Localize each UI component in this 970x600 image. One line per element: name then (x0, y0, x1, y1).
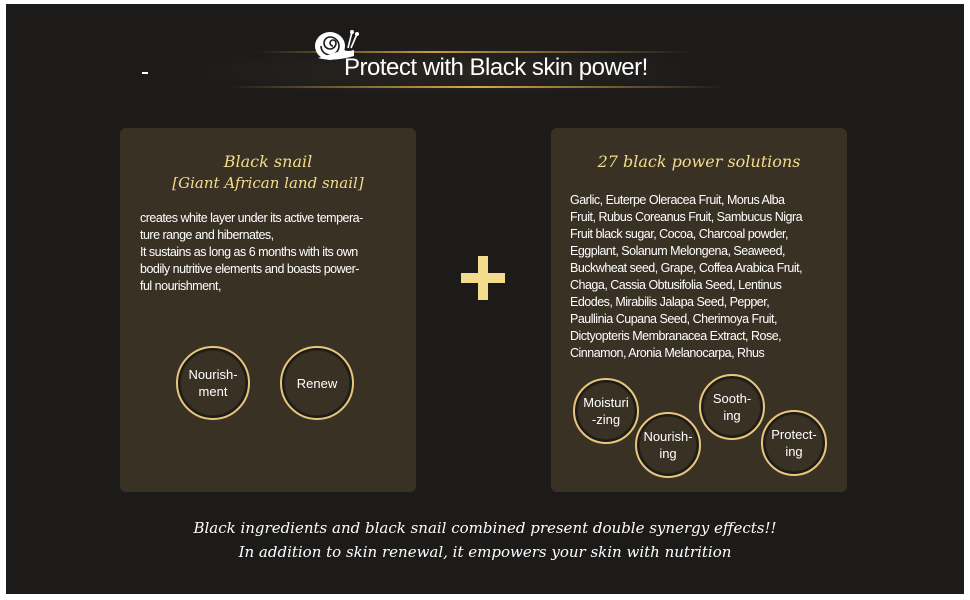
banner-line-bottom (226, 86, 726, 88)
badge-label: Renew (296, 375, 338, 391)
badge-label: ing (659, 446, 677, 461)
ingredient-line: Fruit, Rubus Coreanus Fruit, Sambucus Nigra (570, 210, 803, 224)
badge-nourishment (176, 346, 250, 420)
decorative-speck (142, 72, 148, 74)
ingredient-line: Buckwheat seed, Grape, Coffea Arabica Fruit, (570, 261, 803, 275)
panel-heading: 27 black power solutions (597, 152, 801, 171)
description-line: ture range and hibernates, (140, 228, 274, 242)
description-line: It sustains as long as 6 months with its own (140, 245, 358, 259)
black-snail-panel (120, 128, 416, 492)
badge-label: Nourish- (643, 429, 693, 444)
badge-label: Sooth- (712, 391, 752, 406)
badge-moisturizing (573, 378, 639, 444)
ingredient-line: Fruit black sugar, Cocoa, Charcoal powder, (570, 227, 789, 241)
badge-label: Protect- (771, 427, 817, 442)
badge-label: Nourish- (188, 367, 238, 382)
description-line: ful nourishment, (140, 279, 221, 293)
ingredient-list (570, 192, 842, 362)
ingredient-line: Eggplant, Solanum Melongena, Seaweed, (570, 244, 785, 258)
plus-icon (461, 256, 505, 300)
badge-label: Moisturi (583, 395, 629, 410)
ingredient-line: Garlic, Euterpe Oleracea Fruit, Morus Alba (570, 193, 785, 207)
badge-protecting (761, 410, 827, 476)
panel-description (140, 210, 410, 295)
footer-subtagline: In addition to skin renewal, it empowers your skin with nutrition (238, 543, 732, 561)
black-power-panel (551, 128, 847, 492)
badge-label: ing (785, 444, 803, 459)
ingredient-line: Chaga, Cassia Obtusifolia Seed, Lentinus (570, 278, 782, 292)
page-title: Protect with Black skin power! (344, 54, 648, 81)
description-line: creates white layer under its active tempera- (140, 211, 363, 225)
badge-soothing (699, 374, 765, 440)
description-line: bodily nutritive elements and boasts power- (140, 262, 359, 276)
badge-label: -zing (591, 412, 621, 427)
badge-nourishing (635, 412, 701, 478)
badge-label: ing (723, 408, 741, 423)
ingredient-line: Edodes, Mirabilis Jalapa Seed, Pepper, (570, 295, 770, 309)
ingredient-line: Dictyopteris Membranacea Extract, Rose, (570, 329, 782, 343)
footer-tagline: Black ingredients and black snail combined present double synergy effects!! (193, 519, 777, 537)
panel-heading: Black snail (223, 152, 313, 171)
promo-frame (6, 4, 964, 594)
ingredient-line: Cinnamon, Aronia Melanocarpa, Rhus (570, 346, 765, 360)
badge-renew (280, 346, 354, 420)
ingredient-line: Paullinia Cupana Seed, Cherimoya Fruit, (570, 312, 778, 326)
badge-label: ment (198, 384, 228, 399)
panel-subheading: [Giant African land snail] (172, 174, 364, 192)
